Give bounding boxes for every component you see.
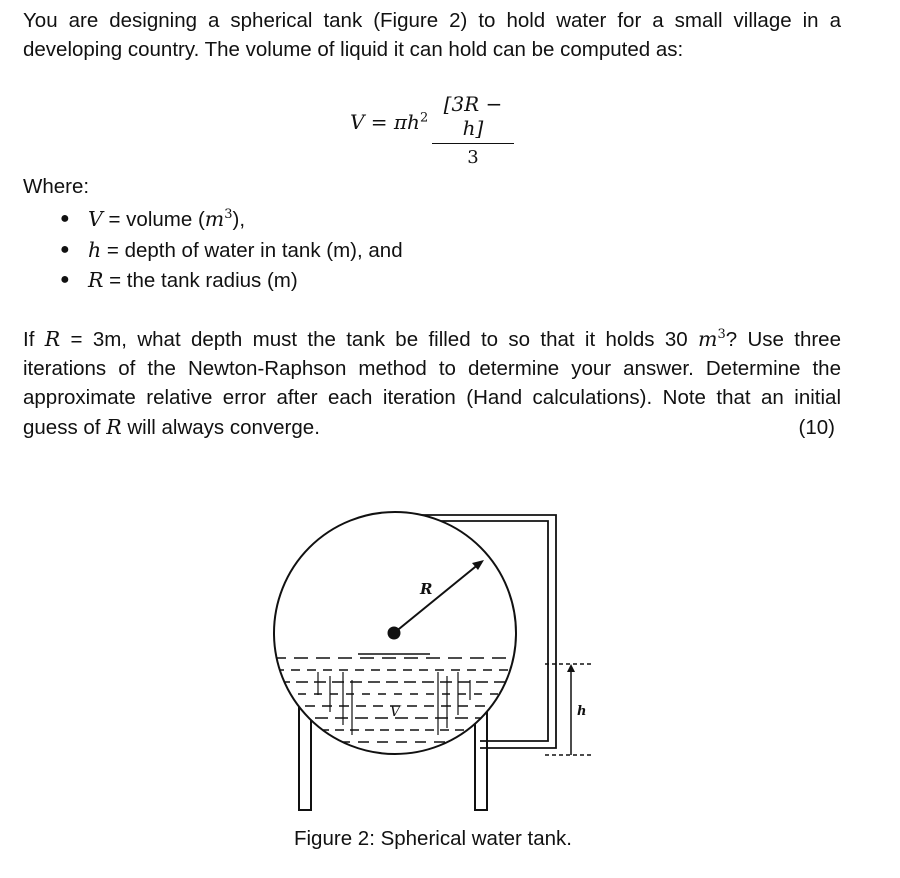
bullet-icon: ●: [60, 271, 70, 288]
intro-text: You are designing a spherical tank (Figure 2) to hold water for a small village in a developing country. The volume of liquid it can hold can be computed as:: [23, 9, 841, 62]
volume-label: V: [390, 704, 401, 720]
bullet-icon: ●: [60, 240, 70, 258]
formula-denominator: 3: [467, 147, 479, 169]
var-symbol: h: [88, 237, 102, 262]
center-dot: [388, 627, 401, 640]
bullet-icon: ●: [60, 210, 70, 227]
radius-label: R: [420, 580, 433, 598]
question-unit-exp: 3: [717, 327, 726, 343]
question-text-4: will always converge.: [121, 415, 320, 439]
var-desc: = volume (: [102, 208, 205, 231]
var-unit-exp: 3: [224, 207, 233, 223]
spherical-tank-figure: [268, 505, 598, 815]
question-text-2: = 3m, what depth must the tank be filled to so that it holds 30: [60, 328, 698, 351]
formula-lhs-exponent: 2: [419, 110, 429, 126]
formula-lhs: V = πh: [350, 110, 420, 134]
where-label: Where:: [23, 175, 90, 198]
figure-caption: Figure 2: Spherical water tank.: [293, 827, 573, 850]
variable-list: [60, 204, 403, 296]
list-item: [60, 204, 403, 235]
question-marks: (10): [798, 415, 835, 439]
var-tail: ),: [232, 208, 246, 231]
var-unit: m: [204, 207, 225, 231]
question-symbol-r: R: [44, 327, 61, 351]
var-desc: = the tank radius (m): [103, 269, 298, 292]
question-text-1: If: [23, 328, 45, 351]
formula-fraction: [432, 92, 514, 168]
var-symbol: V: [88, 207, 103, 231]
var-symbol: R: [88, 268, 104, 292]
question-text-3: ? Use three iterations of the Newton-Raphson method to determine your answer. Determine the approximate relative error after each iteration (Hand calculations). Note that an initial guess of: [23, 328, 841, 439]
depth-label: h: [577, 704, 587, 719]
question-symbol-r2: R: [106, 414, 122, 439]
formula-numerator: [3R − h]: [443, 92, 503, 140]
list-item: [60, 235, 403, 266]
list-item: [60, 265, 403, 296]
intro-paragraph: [23, 6, 841, 64]
var-desc: = depth of water in tank (m), and: [101, 238, 403, 262]
question-unit: m: [697, 327, 718, 351]
question-paragraph: [23, 325, 841, 442]
